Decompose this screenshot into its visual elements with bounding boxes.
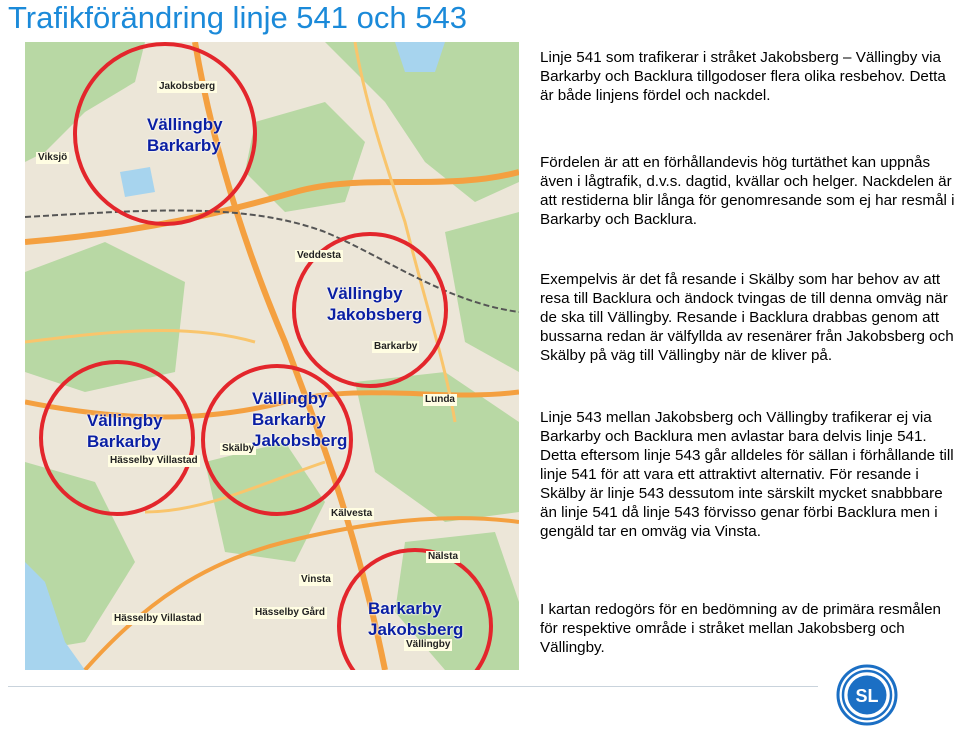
paragraph-4	[540, 408, 958, 541]
place-hasselby-villastad-1: Hässelby Villastad	[110, 455, 198, 466]
paragraph-5	[540, 600, 958, 657]
circle-label-5	[368, 598, 463, 640]
page-title: Trafikförändring linje 541 och 543	[8, 0, 467, 35]
paragraph-5-text: I kartan redogörs för en bedömning av de primära resmålen för respektive område i stråket mellan Jakobsberg och Vällingby.	[540, 601, 941, 656]
paragraph-3-text: Exempelvis är det få resande i Skälby som har behov av att resa till Backlura och ändock tvingas de till denna omväg när de ska till Vällingby. Resande i Backlura drabbas genom att bussarna redan är välfyllda av resenärer från Jakobsberg och Skälby på väg till Vällingby när de kliver på.	[540, 271, 954, 364]
place-nalsta: Nälsta	[428, 551, 459, 562]
circle-4-line-1: Vällingby	[252, 389, 328, 408]
route-map	[25, 42, 519, 670]
circle-label-2	[327, 283, 422, 325]
paragraph-3	[540, 270, 958, 365]
place-skalby: Skälby	[222, 443, 255, 454]
footer-divider	[8, 686, 818, 687]
circle-5-line-2: Jakobsberg	[368, 620, 464, 639]
paragraph-2-text: Fördelen är att en förhållandevis hög turtäthet kan uppnås även i lågtrafik, d.v.s. dagtid, kvällar och helger. Nackdelen är att restiderna blir långa för genomresande som ej har resmål i Barkarby och Backlura.	[540, 154, 955, 228]
sl-logo-text: SL	[855, 686, 879, 706]
circle-2-line-1: Vällingby	[327, 284, 403, 303]
circle-label-1	[147, 114, 223, 156]
place-lunda: Lunda	[425, 394, 455, 405]
place-hasselby-villastad-2: Hässelby Villastad	[114, 613, 202, 624]
place-jakobsberg: Jakobsberg	[159, 81, 216, 92]
place-vinsta: Vinsta	[301, 574, 331, 585]
circle-4-line-3: Jakobsberg	[252, 431, 348, 450]
circle-2-line-2: Jakobsberg	[327, 305, 423, 324]
circle-3-line-2: Barkarby	[87, 432, 161, 451]
circle-3-line-1: Vällingby	[87, 411, 163, 430]
paragraph-1	[540, 48, 958, 105]
circle-1-line-2: Barkarby	[147, 136, 221, 155]
paragraph-4-text: Linje 543 mellan Jakobsberg och Vällingby trafikerar ej via Barkarby och Backlura men avlastar bara delvis linje 541. Detta eftersom linje 543 går alldeles för sällan i förhållande till linje 541 för att vara ett attraktivt alternativ. För resande i Skälby är linje 543 dessutom inte särskilt mycket snabbbare än linje 541 då linje 543 förvisso genar förbi Backlura men i gengäld tar en omväg via Vinsta.	[540, 409, 954, 540]
place-hasselby-gard: Hässelby Gård	[255, 607, 326, 618]
circle-4-line-2: Barkarby	[252, 410, 326, 429]
circle-label-3	[87, 410, 163, 452]
sl-logo	[836, 664, 898, 726]
place-kalvesta: Kälvesta	[331, 508, 373, 519]
place-veddesta: Veddesta	[297, 250, 341, 261]
circle-1-line-1: Vällingby	[147, 115, 223, 134]
place-viksjo: Viksjö	[38, 152, 68, 163]
paragraph-2	[540, 153, 958, 229]
paragraph-1-text: Linje 541 som trafikerar i stråket Jakobsberg – Vällingby via Barkarby och Backlura tillgodoser flera olika resbehov. Detta är både linjens fördel och nackdel.	[540, 49, 946, 104]
place-barkarby: Barkarby	[374, 341, 418, 352]
circle-label-4	[252, 388, 347, 451]
place-vallingby: Vällingby	[406, 639, 451, 650]
map-background	[25, 42, 519, 670]
circle-5-line-1: Barkarby	[368, 599, 442, 618]
